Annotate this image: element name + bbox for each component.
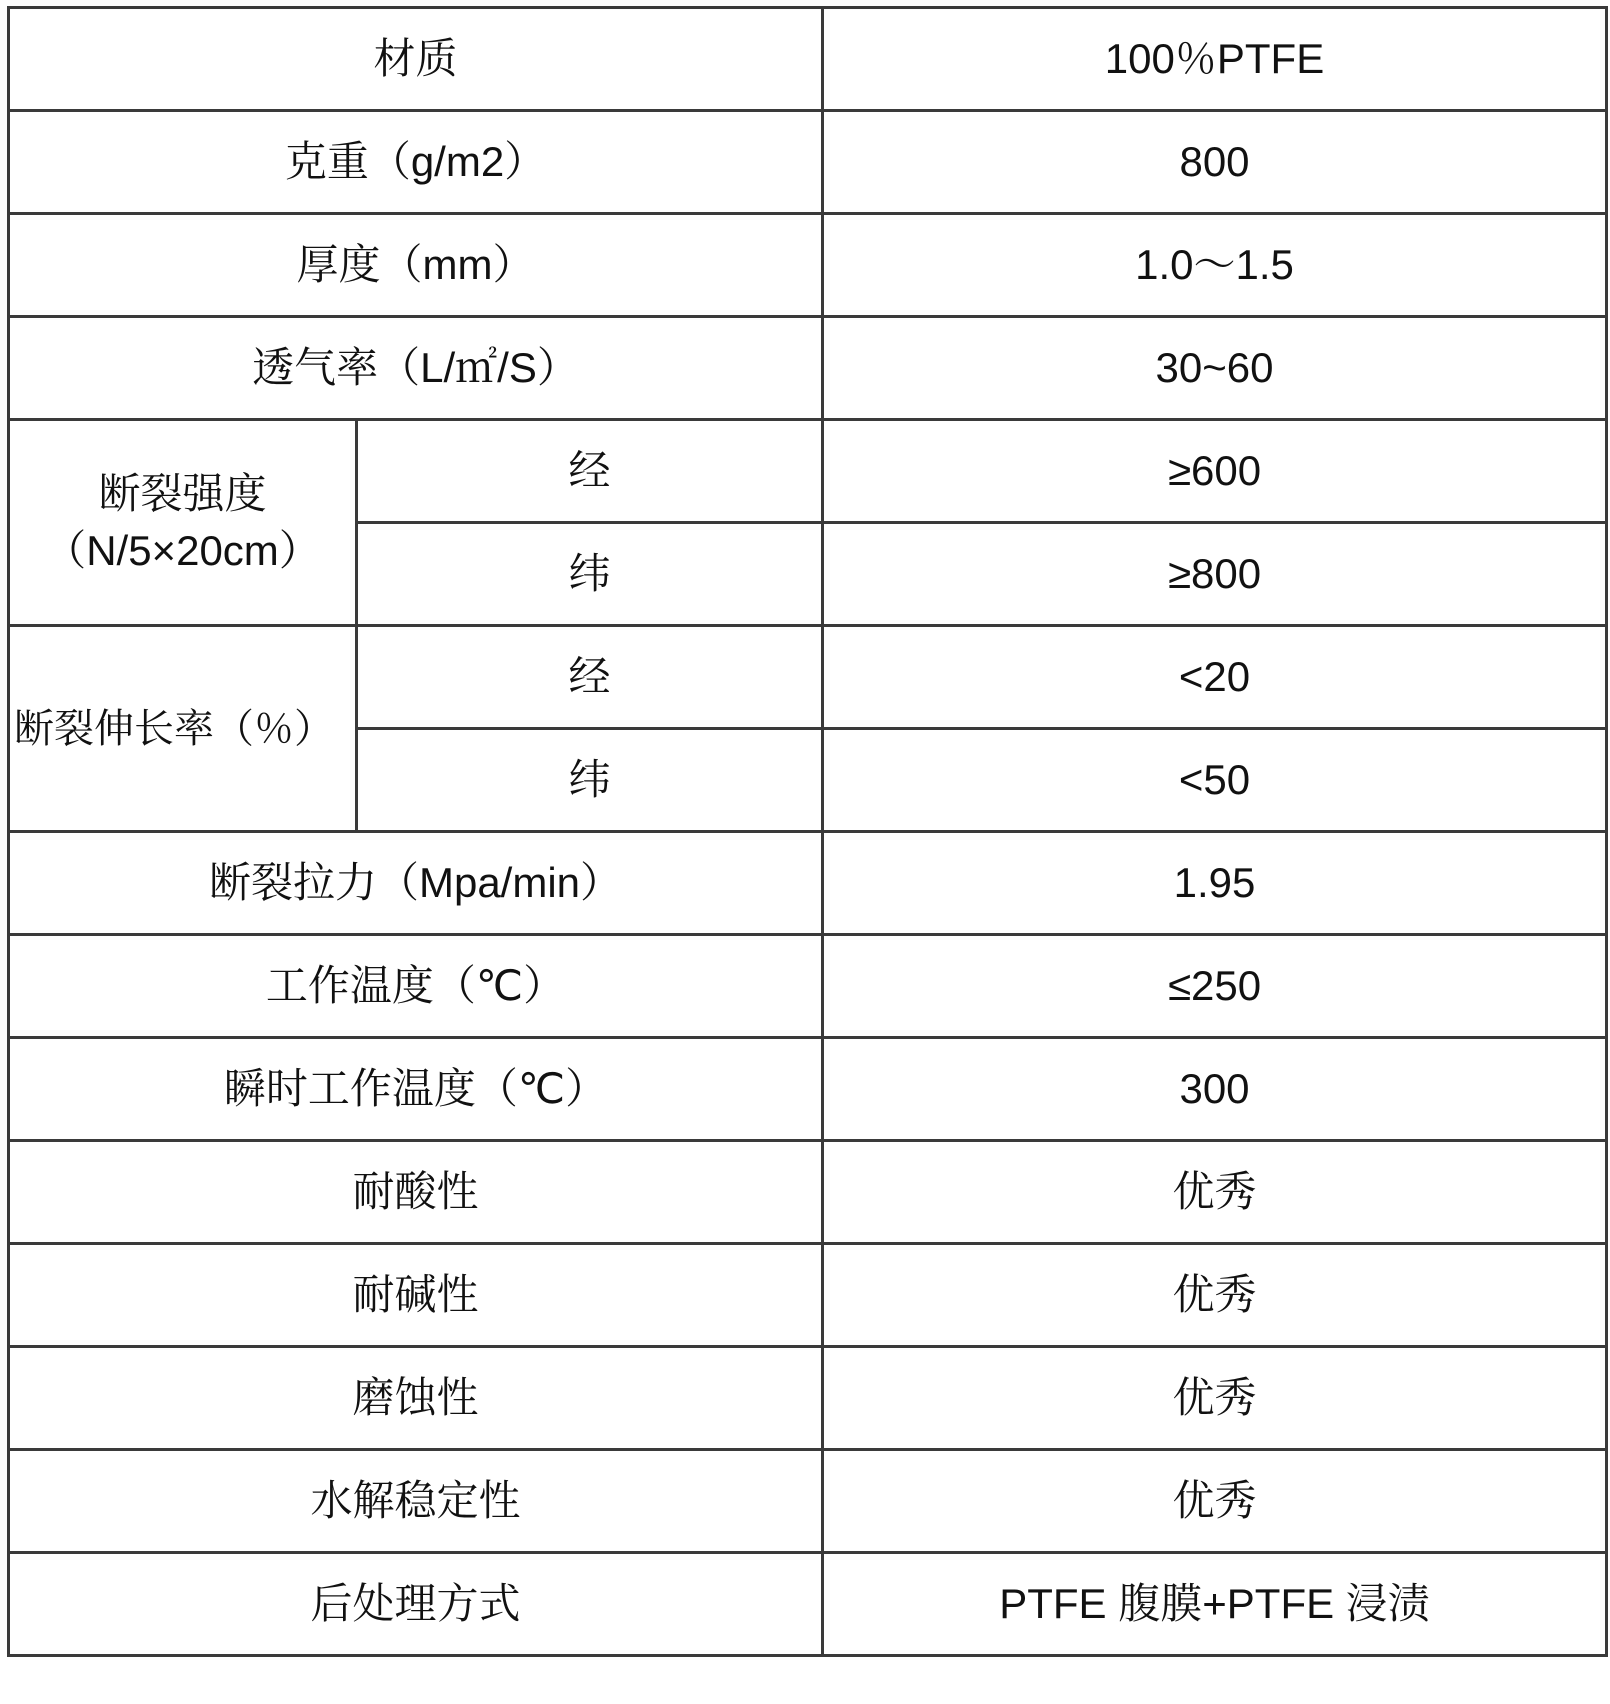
elongation-label-cell: 断裂伸长率（％） (9, 626, 357, 832)
row-value: 300 (823, 1038, 1607, 1141)
row-label: 厚度（mm） (9, 214, 823, 317)
row-value: 1.0～1.5 (823, 214, 1607, 317)
row-value: <50 (823, 729, 1607, 832)
table-row (9, 111, 1607, 214)
sub-label: 经 (357, 626, 823, 729)
row-label: 克重（g/m2） (9, 111, 823, 214)
table-row (9, 317, 1607, 420)
row-value: 1.95 (823, 832, 1607, 935)
row-value: 优秀 (823, 1450, 1607, 1553)
row-value: ≤250 (823, 935, 1607, 1038)
table-row (9, 1038, 1607, 1141)
row-label: 透气率（L/㎡/S） (9, 317, 823, 420)
row-label: 耐碱性 (9, 1244, 823, 1347)
table-row (9, 935, 1607, 1038)
row-value: 优秀 (823, 1347, 1607, 1450)
strength-label-cell (9, 420, 357, 626)
row-label: 后处理方式 (9, 1553, 823, 1656)
table-row (9, 214, 1607, 317)
row-value: 30~60 (823, 317, 1607, 420)
row-value: ≥800 (823, 523, 1607, 626)
sub-label: 纬 (357, 729, 823, 832)
spec-table (7, 6, 1608, 1657)
table-row (9, 420, 1607, 523)
row-value: 优秀 (823, 1141, 1607, 1244)
strength-label-line1: 断裂强度 (98, 469, 267, 517)
row-label: 材质 (9, 8, 823, 111)
table-row (9, 832, 1607, 935)
table-row (9, 1553, 1607, 1656)
table-row (9, 1244, 1607, 1347)
sub-label: 纬 (357, 523, 823, 626)
row-label: 断裂拉力（Mpa/min） (9, 832, 823, 935)
row-value: 优秀 (823, 1244, 1607, 1347)
table-row (9, 626, 1607, 729)
row-label: 水解稳定性 (9, 1450, 823, 1553)
row-value: 800 (823, 111, 1607, 214)
row-value: 100％PTFE (823, 8, 1607, 111)
row-label: 耐酸性 (9, 1141, 823, 1244)
table-row (9, 1347, 1607, 1450)
row-label: 瞬时工作温度（℃） (9, 1038, 823, 1141)
row-value: PTFE 腹膜+PTFE 浸渍 (823, 1553, 1607, 1656)
table-row (9, 1141, 1607, 1244)
row-value: ≥600 (823, 420, 1607, 523)
row-label: 工作温度（℃） (9, 935, 823, 1038)
sub-label: 经 (357, 420, 823, 523)
table-row (9, 1450, 1607, 1553)
row-label: 磨蚀性 (9, 1347, 823, 1450)
table-row (9, 8, 1607, 111)
row-value: <20 (823, 626, 1607, 729)
strength-label-line2: （N/5×20cm） (44, 526, 321, 574)
